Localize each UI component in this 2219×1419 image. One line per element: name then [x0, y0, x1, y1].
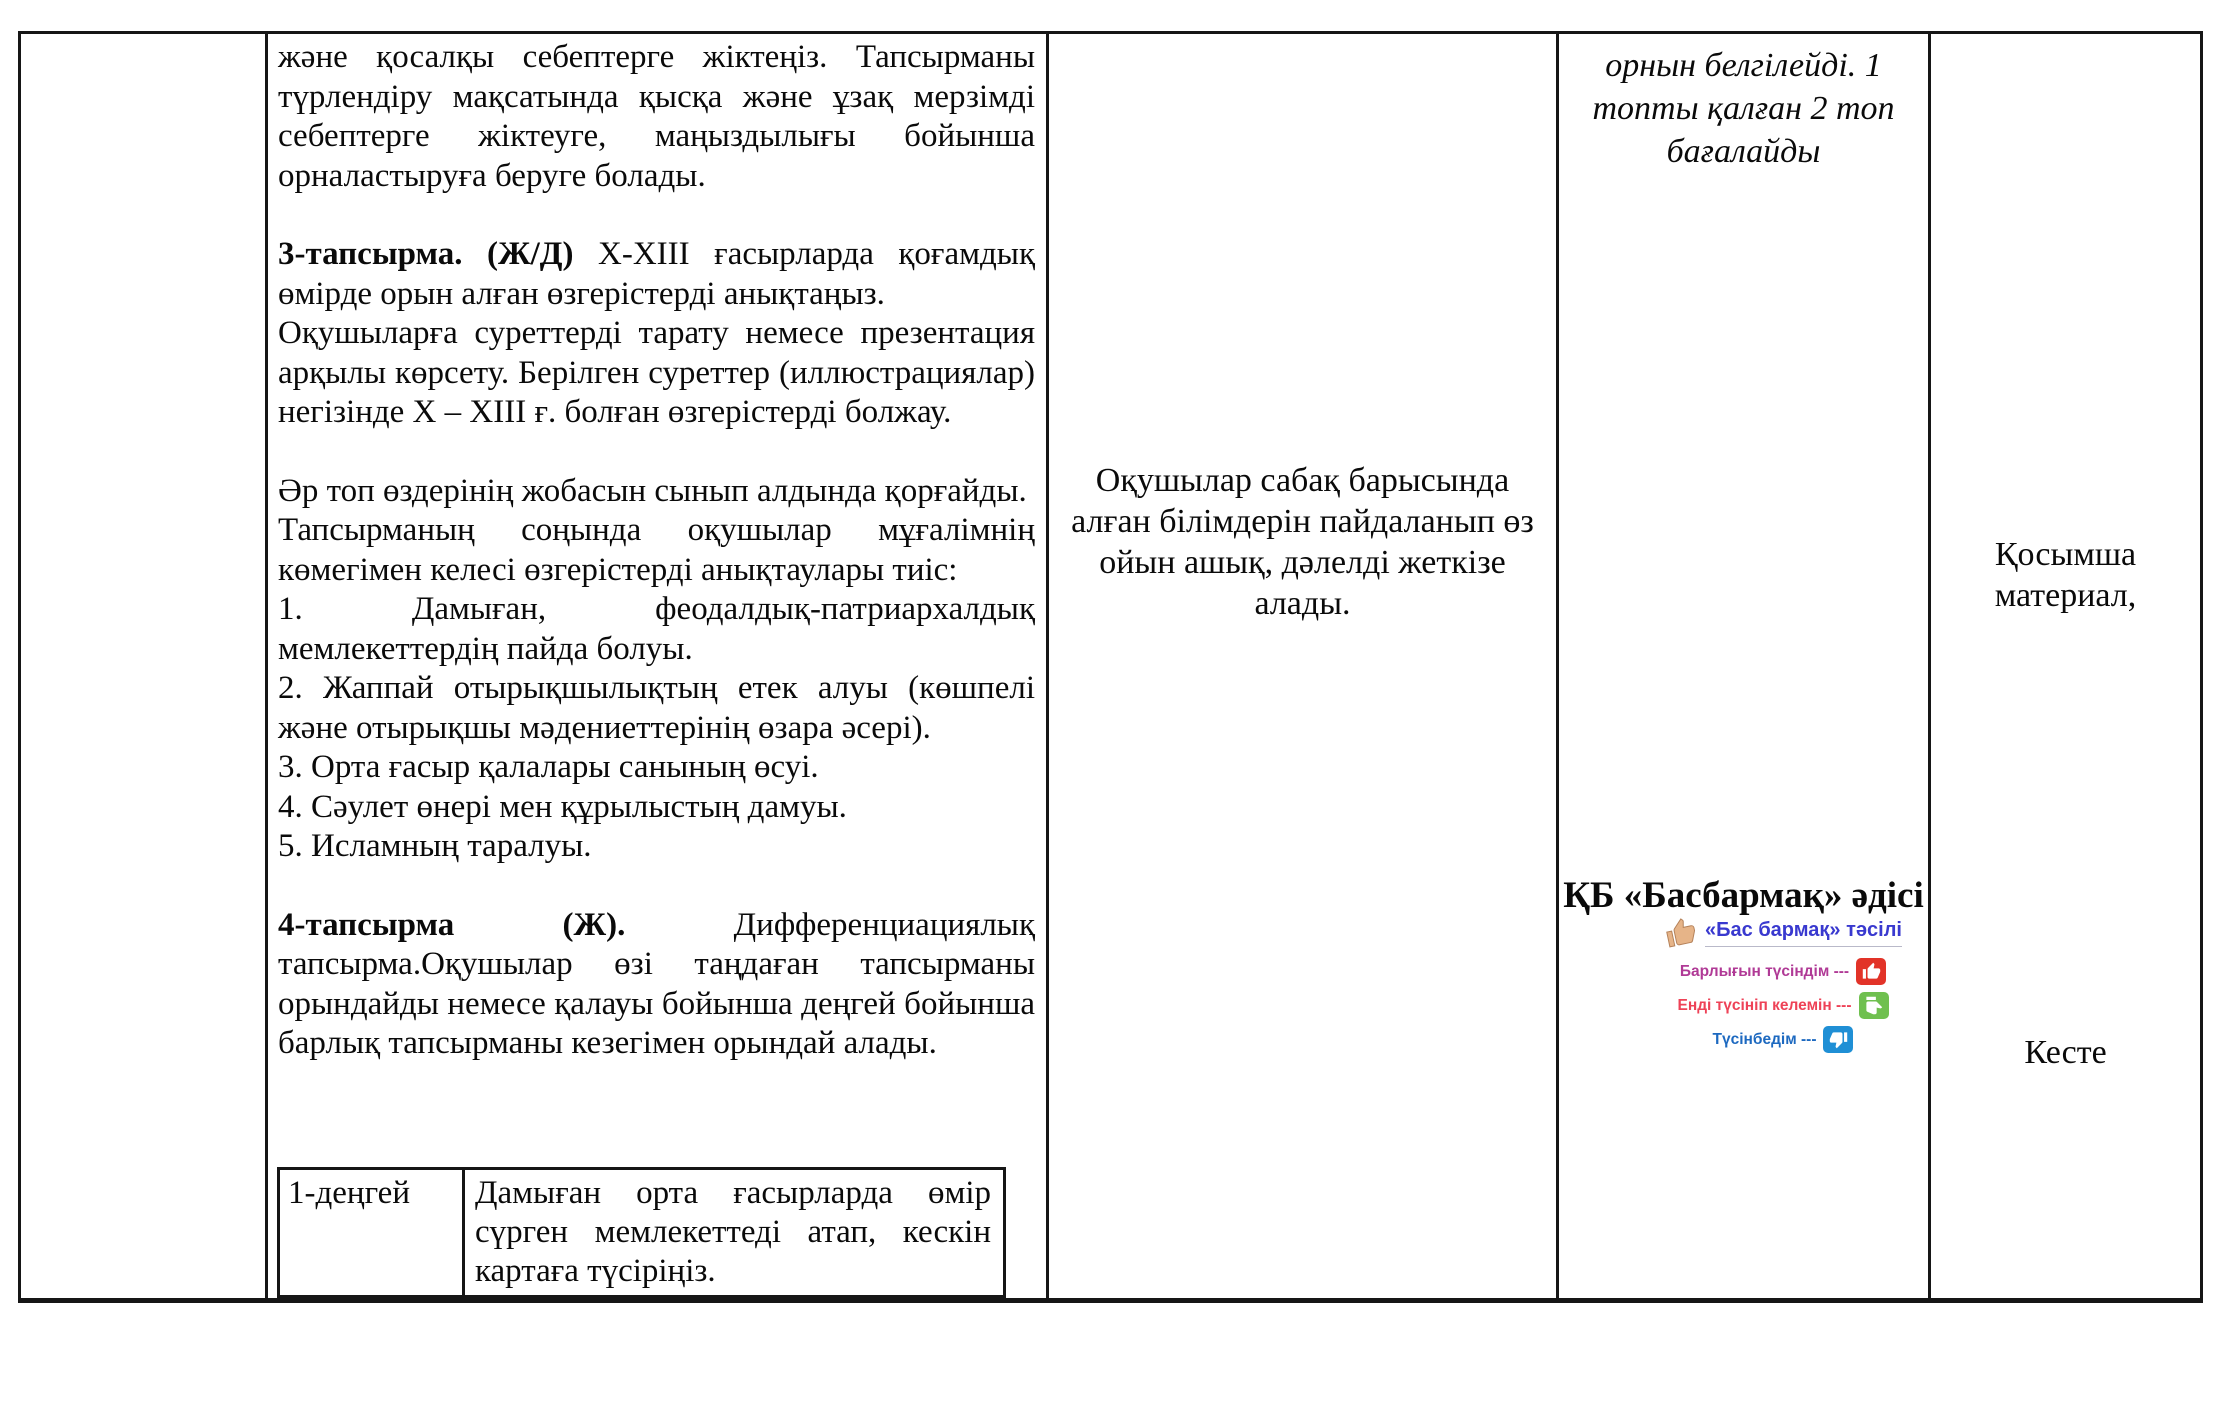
paragraph-task4 [278, 906, 1035, 1064]
thumb-card-row-label: Барлығын түсіндім --- [1679, 962, 1850, 980]
paragraph-sorting-causes: және қосалқы себептерге жіктеңіз. Тапсырманы түрлендіру мақсатында қысқа және ұзақ мерзімді себептерге жіктеуге, маңыздылығы бойынша орналастыруға беруге болады. [278, 39, 1035, 194]
paragraph-task3-details: Оқушыларға суреттерді тарату немесе презентация арқылы көрсету. Берілген суреттер (иллюстрациялар) негізінде Х – ХІІІ ғ. болған өзгерістерді болжау. [278, 315, 1035, 430]
thumb-card-rows [1664, 958, 1902, 1053]
task3-text: Х-ХІІІ ғасырларда қоғамдық өмірде орын алған өзгерістерді анықтаңыз. [278, 236, 1035, 312]
blank-line [278, 867, 1035, 906]
list-item-3: 3. Орта ғасыр қалалары санының өсуі. [278, 749, 819, 785]
resources-cell [1931, 34, 2200, 1298]
thumb-method-card [1664, 918, 1902, 1060]
thumb-card-row-label: Енді түсініп келемін --- [1677, 996, 1852, 1014]
thumb-up-icon [1856, 958, 1886, 985]
blank-line [278, 433, 1035, 472]
thumb-right-icon [1859, 992, 1889, 1019]
thumb-card-row [1664, 1026, 1902, 1053]
task4-text: Дифференциациялық тапсырма.Оқушылар өзі таңдаған тапсырманы орындайды немесе қалауы бойынша деңгей бойынша барлық тапсырманы кезегімен орындай алады. [278, 906, 1035, 1061]
thumb-card-row-label: Түсінбедім --- [1712, 1030, 1817, 1048]
assessment-cell [1049, 34, 1559, 1298]
paragraph-teacher-help: Тапсырманың соңында оқушылар мұғалімнің көмегімен келесі өзгерістерді анықтаулары тиіс: [278, 512, 1035, 588]
lesson-plan-table [18, 31, 2203, 1303]
thumb-card-title-row [1664, 918, 1902, 948]
resource-table: Кесте [2024, 1034, 2107, 1071]
list-item-4: 4. Сәулет өнері мен құрылыстың дамуы. [278, 788, 847, 825]
list-item-2: 2. Жаппай отырықшылықтың етек алуы (көшпелі және отырықшы мәдениеттерінің өзара әсері). [278, 670, 1035, 746]
empty-left-cell [21, 34, 268, 1298]
level-table-task-cell: Дамыған орта ғасырларда өмір сүрген мемлекеттеді атап, кескін картаға түсіріңіз. [475, 1175, 991, 1289]
main-activity-cell [268, 34, 1049, 1298]
assessment-text: Оқушылар сабақ барысында алған білімдерін пайдаланып өз ойын ашық, дәлелді жеткізе алады. [1071, 462, 1534, 622]
level-table [277, 1167, 1006, 1298]
task3-label: 3-тапсырма. (Ж/Д) [278, 236, 574, 272]
thumb-down-icon [1823, 1026, 1853, 1053]
task4-label: 4-тапсырма (Ж). [278, 906, 626, 943]
thumb-card-row [1664, 958, 1902, 985]
paragraph-task3 [278, 235, 1035, 314]
list-item-5: 5. Исламның таралуы. [278, 828, 592, 864]
evaluation-italic-note: орнын белгілейді. 1 топты қалған 2 топ бағалайды [1592, 47, 1895, 170]
list-item-1: 1. Дамыған, феодалдық-патриархалдық мемлекеттердің пайда болуы. [278, 591, 1035, 667]
thumb-card-title: «Бас бармақ» тәсілі [1705, 919, 1902, 947]
paragraph-group-defense: Әр топ өздерінің жобасын сынып алдында қорғайды. [278, 472, 1027, 509]
level-table-level-cell: 1-деңгей [280, 1170, 465, 1295]
thumbs-up-photo-icon [1664, 918, 1698, 948]
evaluation-cell [1559, 34, 1931, 1298]
thumb-card-row [1664, 992, 1902, 1019]
resource-additional-material: Қосымша материал, [1994, 536, 2137, 614]
blank-line [278, 196, 1035, 235]
method-title: ҚБ «Басбармақ» әдісі [1563, 875, 1924, 916]
